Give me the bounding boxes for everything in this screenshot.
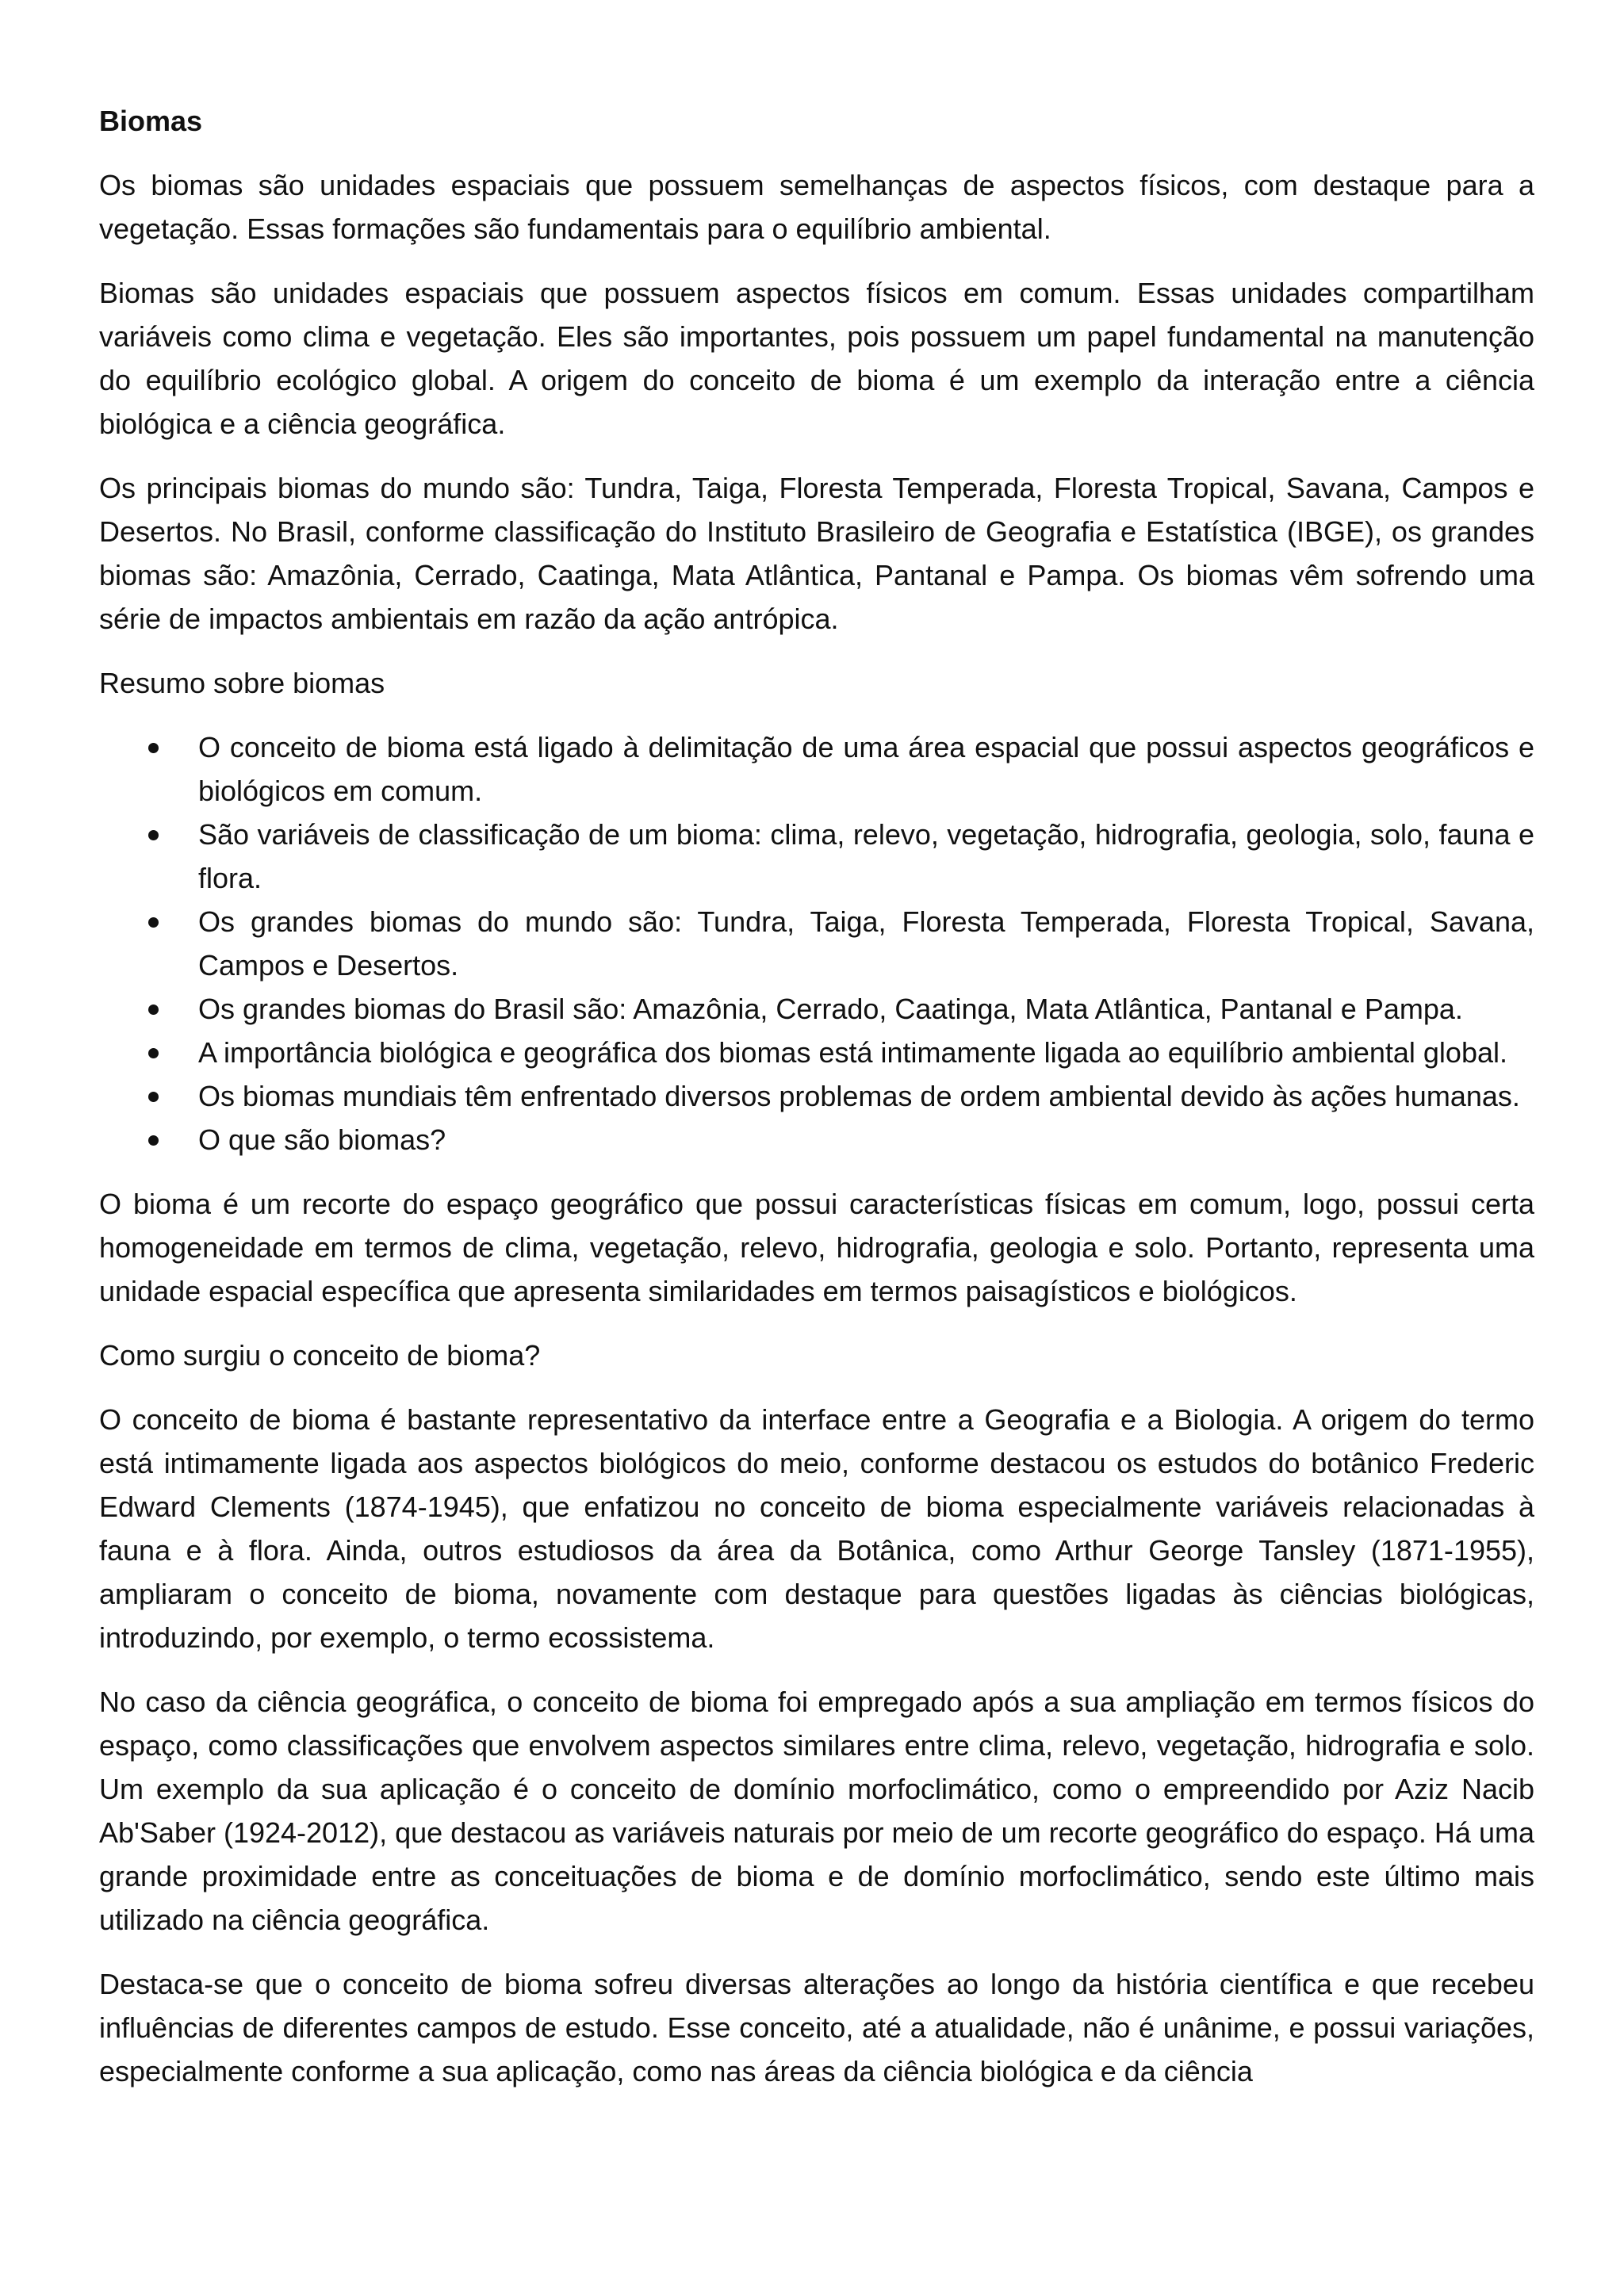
summary-item-4 bbox=[99, 987, 1534, 1031]
summary-item-text: Os grandes biomas do Brasil são: Amazônia, Cerrado, Caatinga, Mata Atlântica, Pantanal e Pampa. bbox=[198, 993, 1463, 1025]
origin-paragraph-2: No caso da ciência geográfica, o conceito de bioma foi empregado após a sua ampliação em termos físicos do espaço, como classificações que envolvem aspectos similares entre clima, relevo, vegetação, hidrografia e solo. Um exemplo da sua aplicação é o conceito de domínio morfoclimático, como o empreendido por Aziz Nacib Ab'Saber (1924-2012), que destacou as variáveis naturais por meio de um recorte geográfico do espaço. Há uma grande proximidade entre as conceituações de bioma e de domínio morfoclimático, sendo este último mais utilizado na ciência geográfica. bbox=[99, 1686, 1534, 1936]
summary-item-7 bbox=[99, 1118, 1534, 1161]
intro-paragraph-1: Os biomas são unidades espaciais que possuem semelhanças de aspectos físicos, com destaque para a vegetação. Essas formações são fundamentais para o equilíbrio ambiental. bbox=[99, 169, 1534, 245]
definition-paragraph: O bioma é um recorte do espaço geográfico que possui características físicas em comum, logo, possui certa homogeneidade em termos de clima, vegetação, relevo, hidrografia, geologia e solo. Portanto, representa uma unidade espacial específica que apresenta similaridades em termos paisagísticos e biológicos. bbox=[99, 1188, 1534, 1307]
summary-item-2 bbox=[99, 813, 1534, 900]
summary-item-6 bbox=[99, 1074, 1534, 1118]
summary-item-text: Os biomas mundiais têm enfrentado diversos problemas de ordem ambiental devido às ações humanas. bbox=[198, 1080, 1520, 1112]
summary-item-text: São variáveis de classificação de um bioma: clima, relevo, vegetação, hidrografia, geologia, solo, fauna e flora. bbox=[198, 818, 1534, 894]
document-page bbox=[99, 99, 1534, 2114]
summary-item-text: O conceito de bioma está ligado à delimitação de uma área espacial que possui aspectos geográficos e biológicos em comum. bbox=[198, 731, 1534, 807]
intro-paragraph-3: Os principais biomas do mundo são: Tundra, Taiga, Floresta Temperada, Floresta Tropical, Savana, Campos e Desertos. No Brasil, conforme classificação do Instituto Brasileiro de Geografia e Estatística (IBGE), os grandes biomas são: Amazônia, Cerrado, Caatinga, Mata Atlântica, Pantanal e Pampa. Os biomas vêm sofrendo uma série de impactos ambientais em razão da ação antrópica. bbox=[99, 472, 1534, 635]
summary-item-3 bbox=[99, 900, 1534, 987]
intro-paragraph-2: Biomas são unidades espaciais que possuem aspectos físicos em comum. Essas unidades compartilham variáveis como clima e vegetação. Eles são importantes, pois possuem um papel fundamental na manutenção do equilíbrio ecológico global. A origem do conceito de bioma é um exemplo da interação entre a ciência biológica e a ciência geográfica. bbox=[99, 277, 1534, 440]
bullet-icon bbox=[148, 743, 159, 753]
bullet-icon bbox=[148, 1004, 159, 1015]
bullet-icon bbox=[148, 1048, 159, 1058]
origin-paragraph-3: Destaca-se que o conceito de bioma sofreu diversas alterações ao longo da história científica e que recebeu influências de diferentes campos de estudo. Esse conceito, até a atualidade, não é unânime, e possui variações, especialmente conforme a sua aplicação, como nas áreas da ciência biológica e da ciência bbox=[99, 1968, 1534, 2087]
bullet-icon bbox=[148, 1092, 159, 1102]
summary-item-text: Os grandes biomas do mundo são: Tundra, Taiga, Floresta Temperada, Floresta Tropical, Savana, Campos e Desertos. bbox=[198, 905, 1534, 982]
summary-item-text: A importância biológica e geográfica dos biomas está intimamente ligada ao equilíbrio ambiental global. bbox=[198, 1036, 1507, 1069]
summary-item-text: O que são biomas? bbox=[198, 1123, 446, 1156]
document-title: Biomas bbox=[99, 105, 203, 137]
summary-item-5 bbox=[99, 1031, 1534, 1074]
bullet-icon bbox=[148, 830, 159, 840]
bullet-icon bbox=[148, 917, 159, 928]
summary-item-1 bbox=[99, 725, 1534, 813]
origin-heading: Como surgiu o conceito de bioma? bbox=[99, 1339, 541, 1372]
summary-list bbox=[99, 725, 1534, 1161]
summary-heading: Resumo sobre biomas bbox=[99, 667, 385, 699]
bullet-icon bbox=[148, 1135, 159, 1146]
origin-paragraph-1: O conceito de bioma é bastante representativo da interface entre a Geografia e a Biologia. A origem do termo está intimamente ligada aos aspectos biológicos do meio, conforme destacou os estudos do botânico Frederic Edward Clements (1874-1945), que enfatizou no conceito de bioma especialmente variáveis relacionadas à fauna e à flora. Ainda, outros estudiosos da área da Botânica, como Arthur George Tansley (1871-1955), ampliaram o conceito de bioma, novamente com destaque para questões ligadas às ciências biológicas, introduzindo, por exemplo, o termo ecossistema. bbox=[99, 1403, 1534, 1654]
